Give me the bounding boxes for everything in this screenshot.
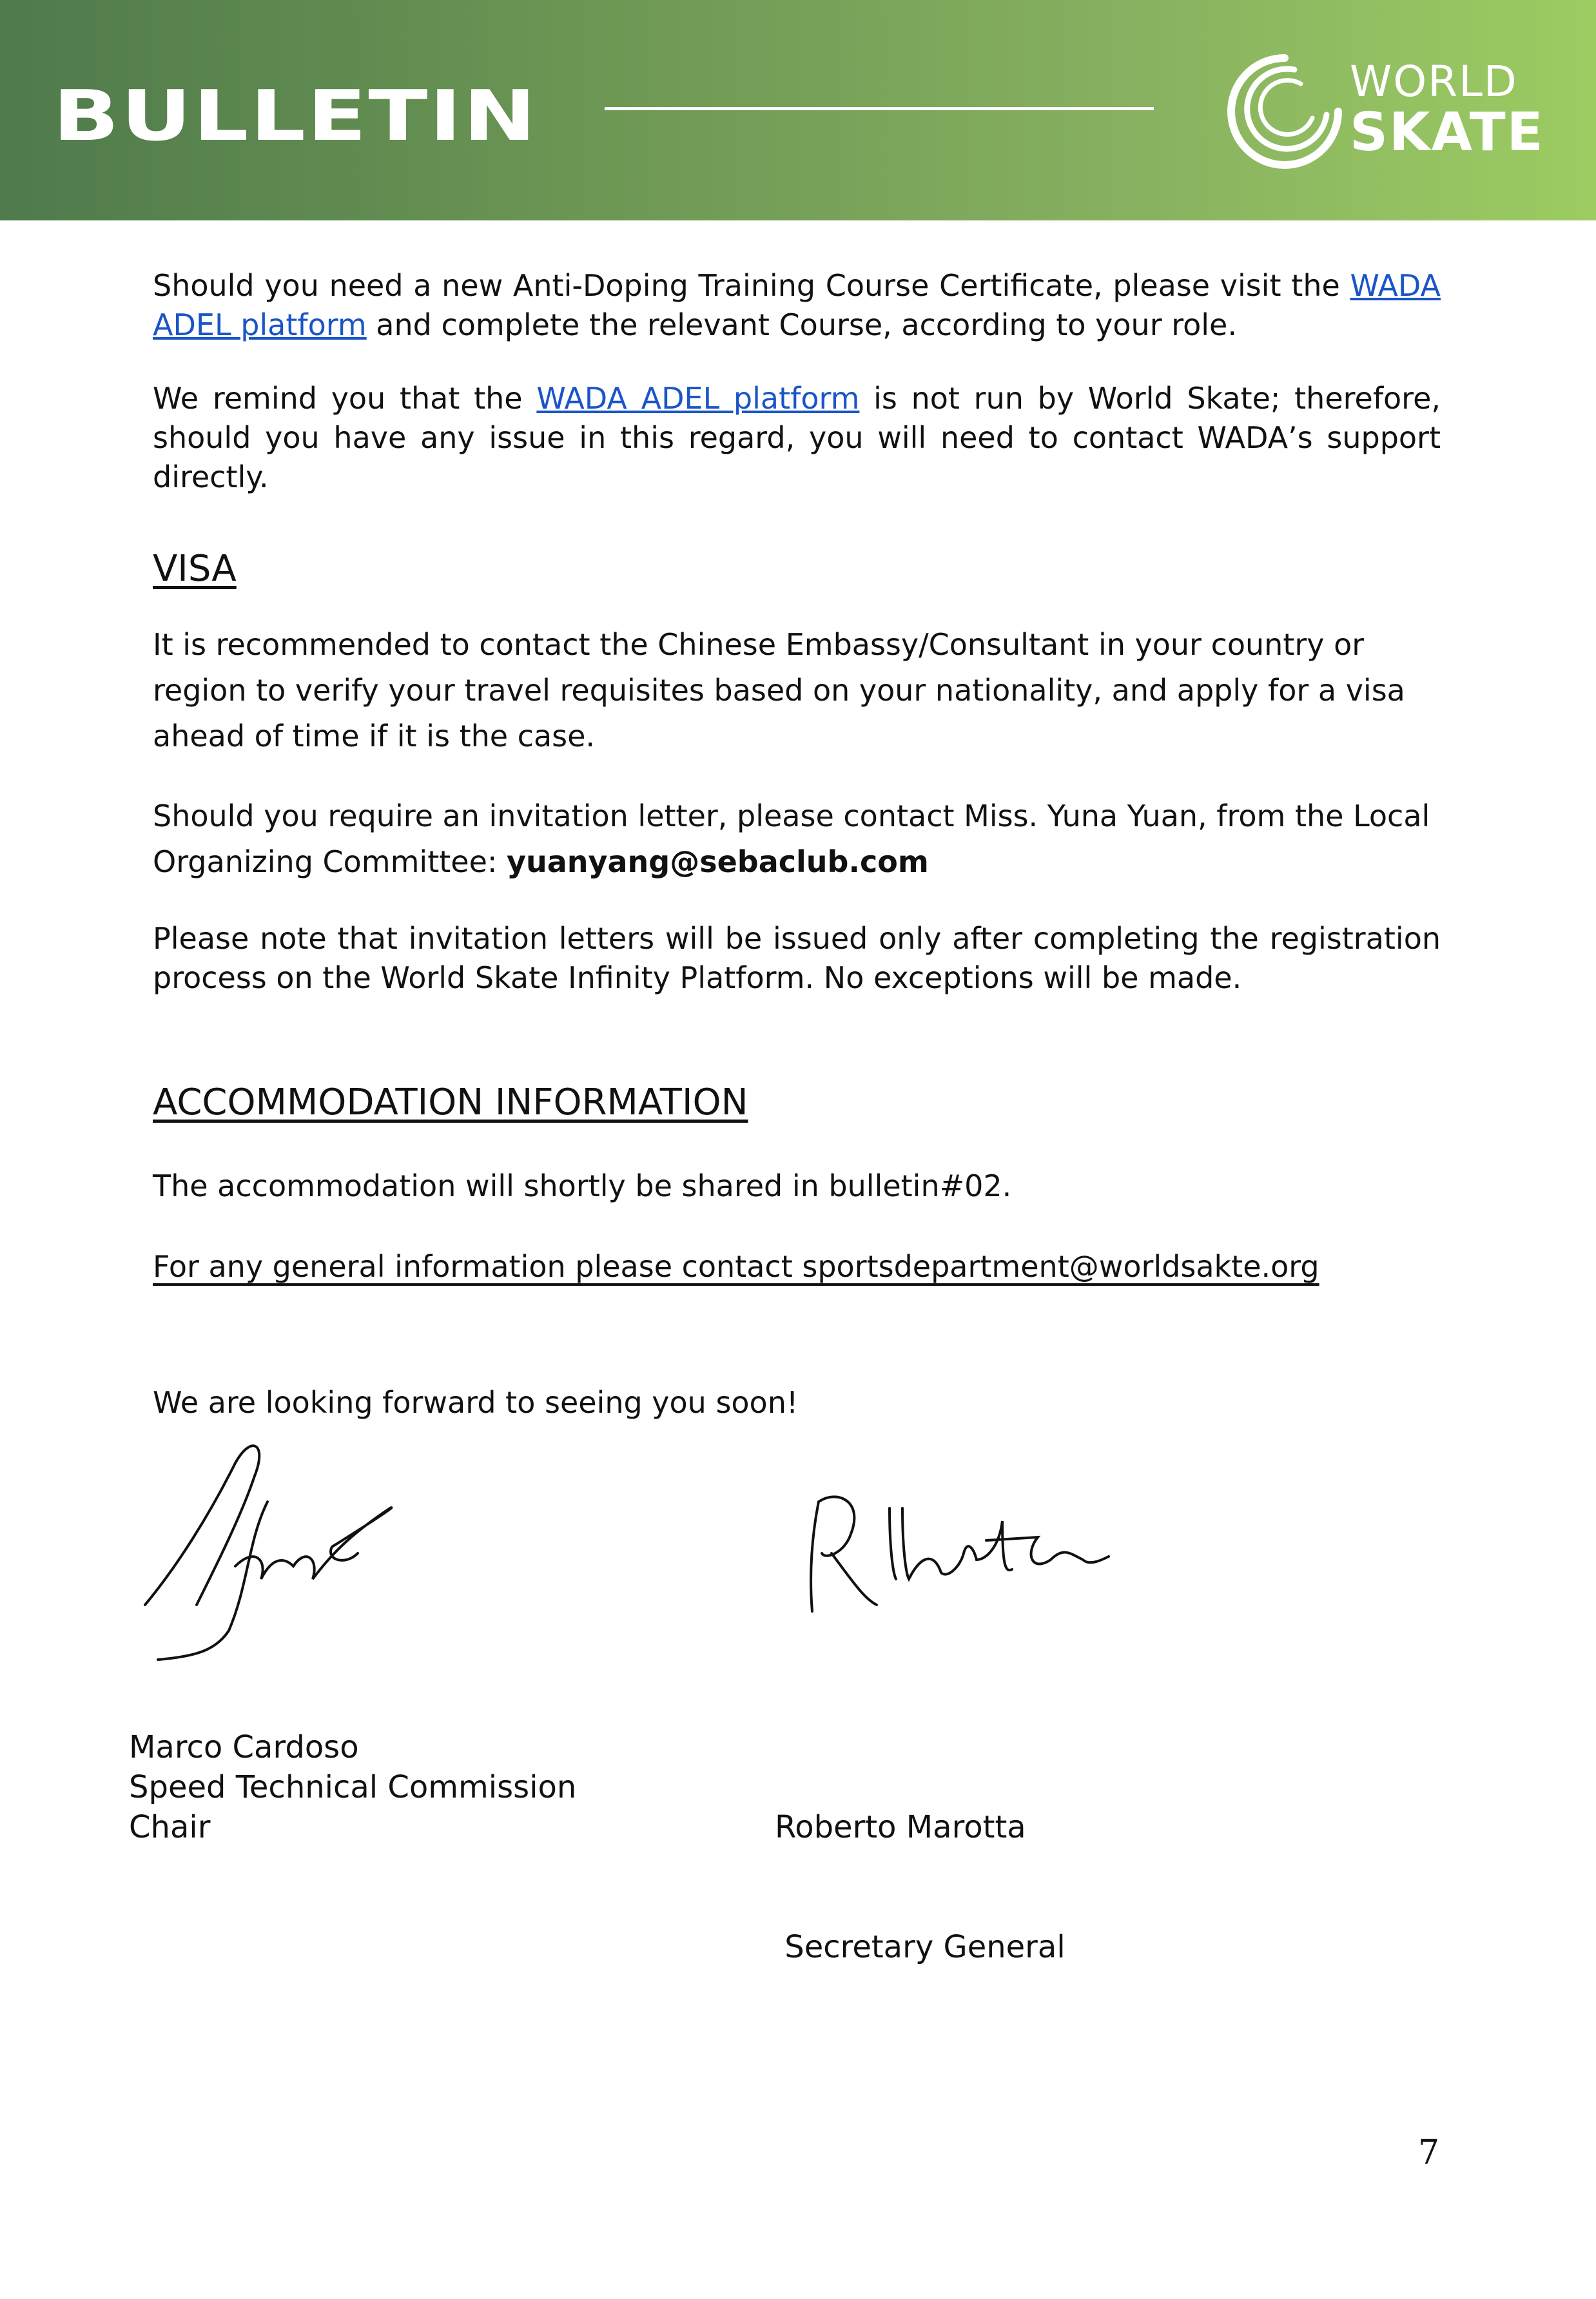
paragraph-visa: It is recommended to contact the Chinese Embassy/Consultant in your country or region to verify your travel requisites based on your nationality, and apply for a visa ahead of time if it is the case. — [153, 627, 1405, 753]
paragraph-invitation — [153, 793, 1441, 885]
text: Should you require an invitation letter, please contact Miss. Yuna Yuan, from the Local Organizing Committee: — [153, 799, 1430, 879]
paragraph-invitation-note: Please note that invitation letters will be issued only after completing the registration process on the World Skate Infinity Platform. No exceptions will be made. — [153, 921, 1441, 995]
contact-email[interactable]: yuanyang@sebaclub.com — [507, 844, 929, 879]
signatory-name: Marco Cardoso — [129, 1729, 359, 1765]
text: is not run by World Skate; therefore, should you have any issue in this regard, you will need to contact WADA’s support directly. — [153, 381, 1441, 494]
wada-adel-link[interactable]: WADA ADEL platform — [153, 268, 1441, 342]
signatory-role-cont: Chair — [129, 1809, 211, 1845]
bulletin-header — [0, 0, 1596, 220]
wada-adel-link-2[interactable]: WADA ADEL platform — [536, 381, 860, 416]
world-skate-logo — [1223, 50, 1546, 173]
swirl-logo-icon — [1223, 50, 1346, 173]
general-info-contact[interactable]: For any general information please contact sportsdepartment@worldsakte.org — [153, 1249, 1319, 1284]
signatory-name: Roberto Marotta — [775, 1809, 1026, 1845]
logo-word-skate: SKATE — [1350, 102, 1544, 163]
paragraph-accommodation: The accommodation will shortly be shared in bulletin#02. — [153, 1169, 1012, 1203]
visa-heading: VISA — [153, 548, 237, 590]
header-divider — [605, 107, 1154, 110]
paragraph-reminder — [153, 379, 1441, 497]
text: and complete the relevant Course, according to your role. — [366, 307, 1237, 342]
accommodation-heading: ACCOMMODATION INFORMATION — [153, 1082, 748, 1123]
paragraph-certificate — [153, 266, 1441, 345]
text: Should you need a new Anti-Doping Training Course Certificate, please visit the — [153, 268, 1350, 303]
signature-roberto-marotta — [793, 1482, 1115, 1624]
signature-marco-cardoso — [139, 1437, 403, 1669]
logo-word-world: WORLD — [1350, 57, 1518, 106]
bulletin-title: BULLETIN — [53, 76, 538, 157]
text: We remind you that the — [153, 381, 537, 416]
signatory-role: Secretary General — [775, 1929, 1066, 1965]
signatory-marco-cardoso — [129, 1727, 576, 1847]
page-number: 7 — [1418, 2133, 1440, 2172]
closing-line: We are looking forward to seeing you soon! — [153, 1385, 799, 1420]
signatory-role: Speed Technical Commission — [129, 1769, 577, 1805]
signatory-roberto-marotta — [775, 1727, 1066, 2007]
